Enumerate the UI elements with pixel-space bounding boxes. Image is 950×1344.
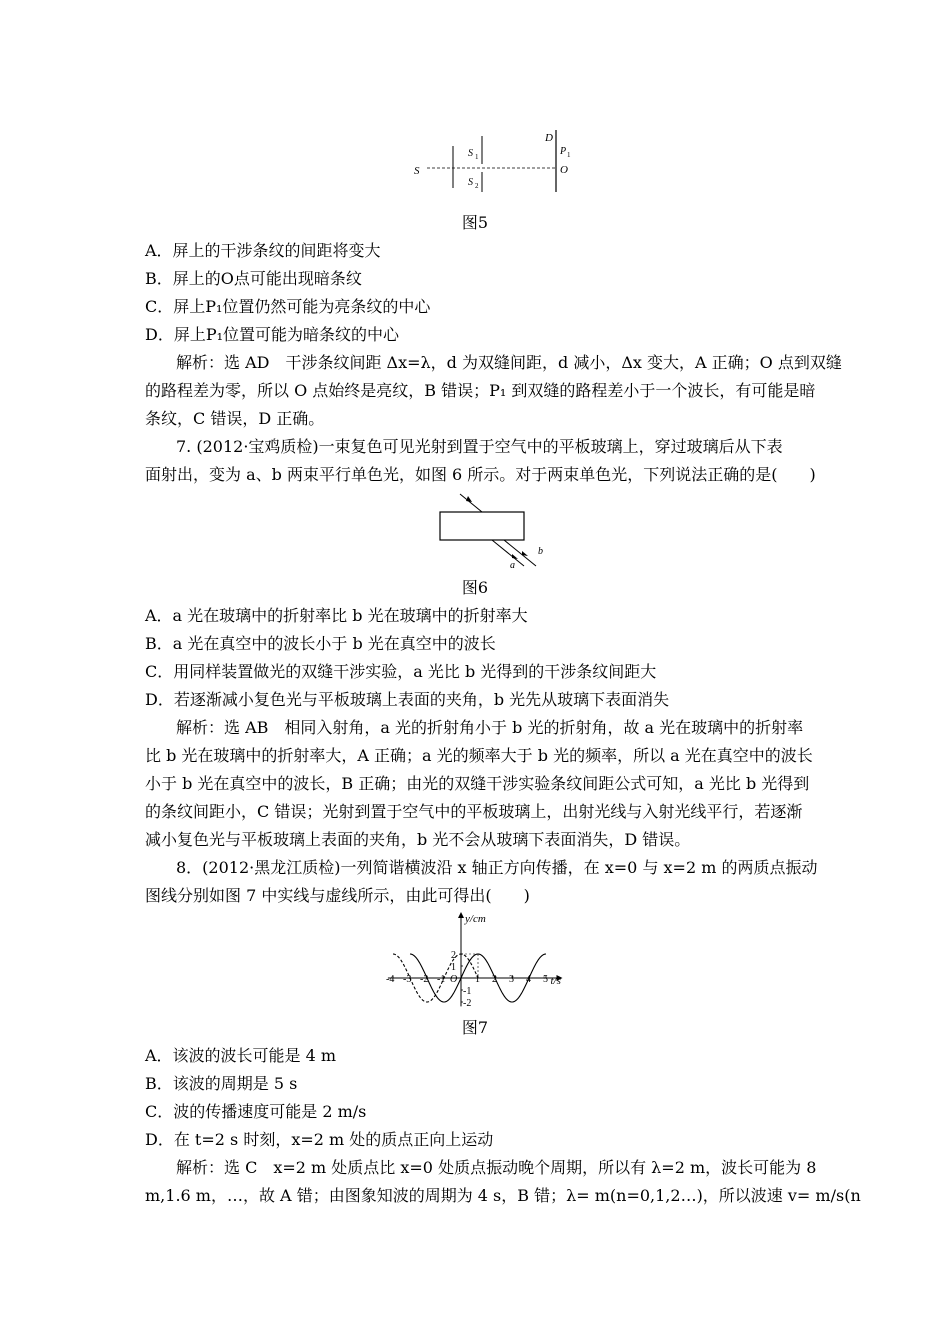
label-S2: S bbox=[468, 177, 473, 188]
q6-option-b: B．屏上的O点可能出现暗条纹 bbox=[145, 269, 362, 288]
x-tick-label: 1 bbox=[475, 974, 480, 985]
label-P1: P bbox=[560, 146, 567, 157]
q7-analysis-line-2: 比 b 光在玻璃中的折射率大，A 正确；a 光的频率大于 b 光的频率，所以 a 光在真空中的波长 bbox=[145, 746, 813, 765]
x-tick-label: -3 bbox=[403, 974, 412, 985]
q7-stem-line-1: 7. (2012·宝鸡质检)一束复色可见光射到置于空气中的平板玻璃上，穿过玻璃后从下表 bbox=[176, 437, 783, 456]
x-tick-label: 5 bbox=[543, 974, 548, 985]
q8-option-d: D．在 t=2 s 时刻，x=2 m 处的质点正向上运动 bbox=[145, 1130, 494, 1149]
q8-analysis-line-1: 解析：选 C x=2 m 处质点比 x=0 处质点振动晚个周期，所以有 λ=2 m，波长可能为 8 bbox=[176, 1158, 817, 1177]
q8-analysis-line-2: m,1.6 m，…，故 A 错；由图象知波的周期为 4 s，B 错；λ= m(n=0,1,2…)，所以波速 v= m/s(n bbox=[145, 1186, 861, 1205]
q7-option-c: C．用同样装置做光的双缝干涉实验，a 光比 b 光得到的干涉条纹间距大 bbox=[145, 662, 657, 681]
label-S1-sub: 1 bbox=[475, 153, 479, 161]
x-tick-label: 3 bbox=[509, 974, 514, 985]
figure-5-double-slit bbox=[405, 128, 585, 198]
q8-option-b: B．该波的周期是 5 s bbox=[145, 1074, 298, 1093]
label-S1: S bbox=[468, 148, 473, 159]
label-b: b bbox=[538, 546, 543, 557]
label-O: O bbox=[560, 164, 568, 176]
q7-analysis-line-1: 解析：选 AB 相同入射角，a 光的折射角小于 b 光的折射角，故 a 光在玻璃中的折射率 bbox=[176, 718, 804, 737]
q6-analysis-line-1: 解析：选 AD 干涉条纹间距 Δx=λ，d 为双缝间距，d 减小，Δx 变大，A 正确；O 点到双缝 bbox=[176, 353, 842, 372]
q8-option-a: A．该波的波长可能是 4 m bbox=[145, 1046, 337, 1065]
figure-5-caption: 图5 bbox=[461, 213, 489, 232]
y-axis-arrow bbox=[458, 912, 464, 918]
x-tick-label: -4 bbox=[386, 974, 395, 985]
q7-option-b: B．a 光在真空中的波长小于 b 光在真空中的波长 bbox=[145, 634, 496, 653]
figure-7-vibration-graph bbox=[376, 910, 606, 1018]
q8-option-c: C．波的传播速度可能是 2 m/s bbox=[145, 1102, 367, 1121]
q7-stem-line-2: 面射出，变为 a、b 两束平行单色光，如图 6 所示。对于两束单色光，下列说法正确的是( ) bbox=[145, 465, 816, 484]
q6-option-c: C．屏上P₁位置仍然可能为亮条纹的中心 bbox=[145, 297, 431, 316]
origin-label: O bbox=[450, 974, 458, 985]
x-tick-label: -2 bbox=[420, 974, 429, 985]
label-a: a bbox=[510, 560, 515, 570]
q7-analysis-line-5: 减小复色光与平板玻璃上表面的夹角，b 光不会从玻璃下表面消失，D 错误。 bbox=[145, 830, 691, 849]
q7-analysis-line-3: 小于 b 光在真空中的波长，B 正确；由光的双缝干涉实验条纹间距公式可知，a 光比 b 光得到 bbox=[145, 774, 810, 793]
q6-analysis-line-3: 条纹，C 错误，D 正确。 bbox=[145, 409, 325, 428]
y-tick-label: 1 bbox=[451, 962, 456, 973]
q6-option-d: D．屏上P₁位置可能为暗条纹的中心 bbox=[145, 325, 400, 344]
q8-stem-line-2: 图线分别如图 7 中实线与虚线所示，由此可得出( ) bbox=[145, 886, 530, 905]
x-tick-label: 4 bbox=[526, 974, 531, 985]
q7-option-d: D．若逐渐减小复色光与平板玻璃上表面的夹角，b 光先从玻璃下表面消失 bbox=[145, 690, 670, 709]
label-D: D bbox=[545, 132, 553, 144]
y-tick-label: -2 bbox=[463, 998, 472, 1009]
label-P1-sub: 1 bbox=[567, 151, 571, 159]
y-tick-label: 2 bbox=[451, 950, 456, 961]
figure-6-caption: 图6 bbox=[461, 578, 489, 597]
y-tick-label: -1 bbox=[463, 986, 472, 997]
label-S2-sub: 2 bbox=[475, 182, 479, 190]
label-S: S bbox=[414, 165, 420, 177]
figure-6-glass-slab bbox=[432, 492, 552, 570]
x-tick-label: 2 bbox=[492, 974, 497, 985]
figure-7-caption: 图7 bbox=[461, 1018, 489, 1037]
q7-analysis-line-4: 的条纹间距小，C 错误；光射到置于空气中的平板玻璃上，出射光线与入射光线平行，若逐渐 bbox=[145, 802, 803, 821]
q7-option-a: A．a 光在玻璃中的折射率比 b 光在玻璃中的折射率大 bbox=[145, 606, 528, 625]
x-axis-label: t/s bbox=[550, 975, 561, 987]
q8-stem-line-1: 8．(2012·黑龙江质检)一列简谐横波沿 x 轴正方向传播，在 x=0 与 x=2 m 的两质点振动 bbox=[176, 858, 818, 877]
y-axis-label: y/cm bbox=[465, 913, 486, 925]
x-tick-label: -1 bbox=[437, 974, 446, 985]
q6-option-a: A．屏上的干涉条纹的间距将变大 bbox=[145, 241, 381, 260]
q6-analysis-line-2: 的路程差为零，所以 O 点始终是亮纹，B 错误；P₁ 到双缝的路程差小于一个波长，有可能是暗 bbox=[145, 381, 816, 400]
